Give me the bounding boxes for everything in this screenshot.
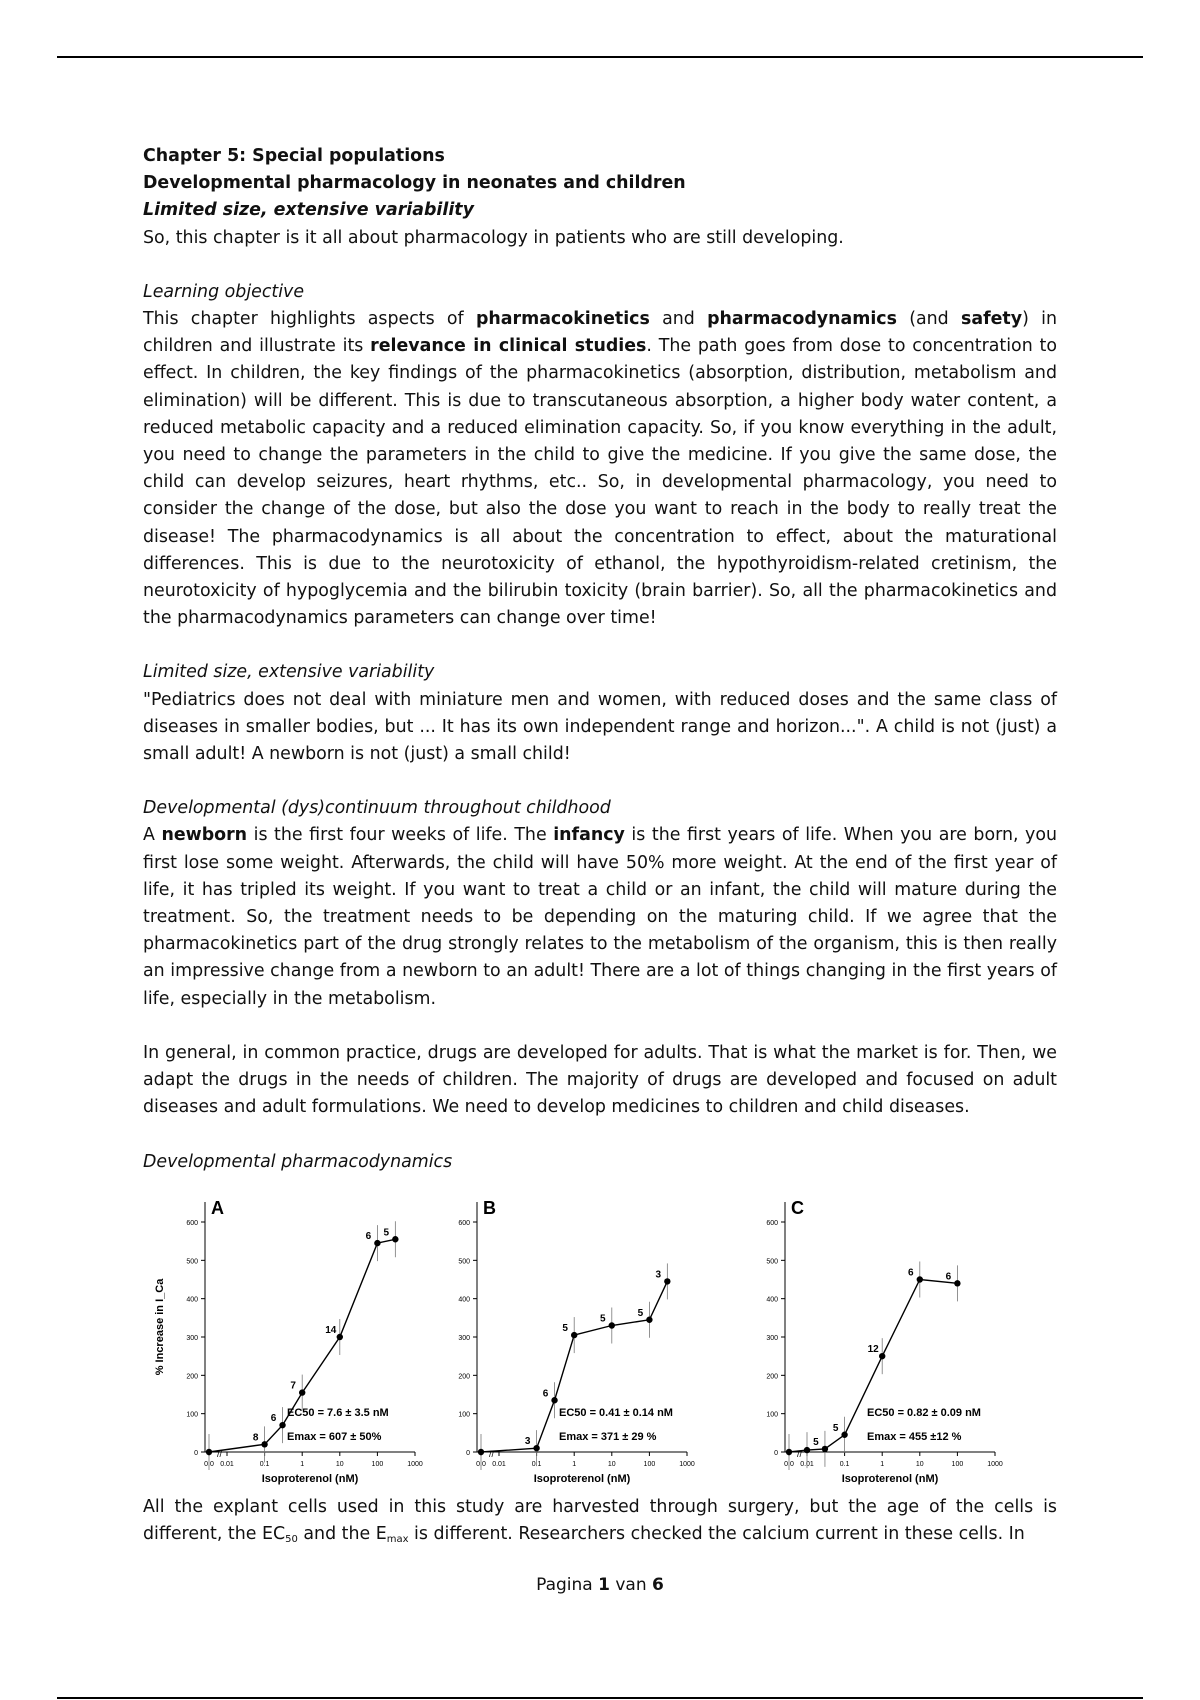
axis-break: //: [217, 1449, 223, 1459]
continuum-heading: Developmental (dys)continuum throughout childhood: [143, 798, 611, 819]
fit-curve-C: [789, 1280, 957, 1453]
y-tick-label: 100: [458, 1411, 470, 1419]
y-tick-label: 600: [458, 1220, 470, 1227]
y-tick-label: 200: [766, 1373, 778, 1381]
learning-objective-text: This chapter highlights aspects of pharmacokinetics and pharmacodynamics (and safety) in children and illustrate its relevance in clinical studies. The path goes from dose to concentration to effect. In children, the key findings of the pharmacokinetics (absorption, distribution, metabolism and elimination) will be different. This is due to transcutaneous absorption, a higher body water content, a reduced metabolic capacity and a reduced elimination capacity. So, if you know everything in the adult, you need to change the parameters in the child to give the medicine. If you give the same dose, the child can develop seizures, heart rhythms, etc.. So, in developmental pharmacology, you need to consider the change of the dose, but also the dose you want to reach in the body to really treat the disease! The pharmacodynamics is all about the concentration to effect, about the maturational differences. This is due to the neurotoxicity of ethanol, the hypothyroidism-related cretinism, the neurotoxicity of hypoglycemia and the bilirubin toxicity (brain barrier). So, all the pharmacokinetics and the pharmacodynamics parameters can change over time!: [143, 309, 1057, 629]
n-label: 6: [270, 1413, 277, 1425]
data-point: [879, 1353, 885, 1359]
x-tick-label: 10: [607, 1461, 616, 1468]
x-tick-label: 0.1: [839, 1461, 850, 1468]
y-tick-label: 0: [194, 1450, 198, 1457]
x-tick-label: 0.0: [476, 1461, 486, 1468]
data-point: [206, 1449, 212, 1455]
y-tick-label: 100: [186, 1411, 198, 1419]
panel-label-A: A: [211, 1198, 224, 1218]
y-tick-label: 300: [458, 1335, 470, 1342]
after-figure-content: [143, 1494, 1057, 1553]
data-point: [841, 1432, 847, 1438]
limited-size-text: "Pediatrics does not deal with miniature men and women, with reduced doses and the same class of diseases in smaller bodies, but ... It has its own independent range and horizon...". A child is not (just) a small adult! A newborn is not (just) a small child!: [143, 689, 1057, 765]
y-tick-label: 0: [774, 1450, 778, 1457]
x-axis-label: Isoproterenol (nM): [841, 1473, 939, 1485]
dose-response-svg: [143, 1178, 1057, 1498]
dose-response-figure: [143, 1178, 1057, 1498]
data-point: [337, 1334, 343, 1340]
x-tick-label: 1000: [987, 1461, 1003, 1468]
data-point: [917, 1276, 923, 1282]
n-label: 6: [908, 1267, 914, 1279]
n-label: 3: [524, 1436, 531, 1448]
y-tick-label: 400: [766, 1296, 778, 1304]
x-tick-label: 100: [951, 1461, 964, 1468]
x-tick-label: 10: [335, 1461, 344, 1468]
data-point: [299, 1389, 305, 1395]
data-point: [822, 1446, 828, 1452]
y-tick-label: 500: [186, 1258, 198, 1266]
learning-objective-heading: Learning objective: [143, 281, 305, 302]
x-tick-label: 100: [371, 1461, 384, 1468]
top-rule: [57, 56, 1143, 58]
n-label: 12: [867, 1344, 879, 1356]
x-tick-label: 0.0: [204, 1461, 214, 1468]
y-tick-label: 200: [186, 1373, 198, 1381]
pd-heading: Developmental pharmacodynamics: [143, 1151, 453, 1172]
section-title: Developmental pharmacology in neonates and children: [143, 173, 686, 194]
emax-annotation: Emax = 607 ± 50%: [287, 1431, 382, 1443]
x-tick-label: 0.1: [259, 1461, 270, 1468]
x-tick-label: 1000: [407, 1461, 423, 1468]
ec50-annotation: EC50 = 0.82 ± 0.09 nM: [867, 1407, 981, 1419]
panel-label-B: B: [483, 1198, 496, 1218]
fit-curve-A: [209, 1239, 395, 1452]
x-tick-label: 1: [300, 1461, 305, 1468]
data-point: [551, 1397, 557, 1403]
panel-label-C: C: [791, 1198, 804, 1218]
n-label: 5: [813, 1436, 819, 1448]
n-label: 5: [600, 1313, 606, 1325]
y-tick-label: 200: [458, 1373, 470, 1381]
x-tick-label: 1: [880, 1461, 885, 1468]
axis-break: //: [797, 1449, 803, 1459]
x-tick-label: 1000: [679, 1461, 695, 1468]
x-tick-label: 100: [643, 1461, 656, 1468]
y-tick-label: 100: [766, 1411, 778, 1419]
n-label: 7: [290, 1380, 296, 1392]
data-point: [786, 1449, 792, 1455]
limited-size-heading: Limited size, extensive variability: [143, 662, 435, 683]
page-footer: Pagina 1 van 6: [536, 1575, 664, 1595]
n-label: 3: [655, 1269, 662, 1281]
general-practice-text: In general, in common practice, drugs are developed for adults. That is what the market is for. Then, we adapt the drugs in the needs of children. The majority of drugs are developed and focused on adult diseases and adult formulations. We need to develop medicines to children and child diseases.: [143, 1042, 1057, 1118]
page-total: 6: [652, 1575, 664, 1595]
n-label: 5: [832, 1422, 839, 1434]
data-point: [533, 1445, 539, 1451]
x-tick-label: 0.01: [220, 1461, 234, 1468]
x-tick-label: 0.01: [492, 1461, 506, 1468]
y-tick-label: 300: [766, 1335, 778, 1342]
x-tick-label: 0.0: [784, 1461, 794, 1468]
n-label: 6: [945, 1271, 952, 1283]
intro-text: So, this chapter is it all about pharmacology in patients who are still developing.: [143, 227, 844, 248]
y-tick-label: 600: [766, 1220, 778, 1227]
y-tick-label: 500: [458, 1258, 470, 1266]
data-point: [374, 1240, 380, 1246]
n-label: 5: [562, 1323, 568, 1335]
y-tick-label: 300: [186, 1335, 198, 1342]
chapter-title: Chapter 5: Special populations: [143, 146, 445, 166]
subsection-title: Limited size, extensive variability: [143, 200, 474, 221]
after-figure-text: All the explant cells used in this study are harvested through surgery, but the age of the cells is different, the $EC_{50}$ and the $E_{max}$ is different. Researchers checked the calcium current in these cells. In: [143, 1497, 1057, 1546]
x-axis-label: Isoproterenol (nM): [533, 1473, 631, 1485]
data-point: [954, 1280, 960, 1286]
x-tick-label: 0.01: [800, 1461, 814, 1468]
data-point: [571, 1332, 577, 1338]
page-number: 1: [598, 1575, 610, 1595]
data-point: [478, 1449, 484, 1455]
n-label: 8: [252, 1432, 259, 1444]
data-point: [261, 1441, 267, 1447]
y-tick-label: 500: [766, 1258, 778, 1266]
data-point: [664, 1278, 670, 1284]
emax-annotation: Emax = 455 ±12 %: [867, 1431, 962, 1443]
data-point: [609, 1322, 615, 1328]
n-label: 5: [383, 1227, 390, 1239]
data-point: [279, 1422, 285, 1428]
page-content: [143, 143, 1057, 1176]
x-axis-label: Isoproterenol (nM): [261, 1473, 359, 1485]
x-tick-label: 0.1: [531, 1461, 542, 1468]
data-point: [392, 1236, 398, 1242]
y-axis-label: % Increase in I_Ca: [154, 1278, 166, 1376]
n-label: 6: [542, 1388, 549, 1400]
ec50-annotation: EC50 = 0.41 ± 0.14 nM: [559, 1407, 673, 1419]
axis-break: //: [489, 1449, 495, 1459]
y-tick-label: 600: [186, 1220, 198, 1227]
x-tick-label: 1: [572, 1461, 577, 1468]
y-tick-label: 0: [466, 1450, 470, 1457]
data-point: [646, 1317, 652, 1323]
emax-annotation: Emax = 371 ± 29 %: [559, 1431, 657, 1443]
ec50-annotation: EC50 = 7.6 ± 3.5 nM: [287, 1407, 389, 1419]
continuum-text: A newborn is the first four weeks of life. The infancy is the first years of life. When you are born, you first lose some weight. Afterwards, the child will have 50% more weight. At the end of the first year of life, it has tripled its weight. If you want to treat a child or an infant, the child will mature during the treatment. So, the treatment needs to be depending on the maturing child. If we agree that the pharmacokinetics part of the drug strongly relates to the metabolism of the organism, this is then really an impressive change from a newborn to an adult! There are a lot of things changing in the first years of life, especially in the metabolism.: [143, 825, 1057, 1009]
n-label: 5: [637, 1307, 644, 1319]
data-point: [804, 1447, 810, 1453]
n-label: 6: [365, 1231, 372, 1243]
x-tick-label: 10: [915, 1461, 924, 1468]
n-label: 14: [325, 1325, 337, 1336]
y-tick-label: 400: [458, 1296, 470, 1304]
bottom-rule: [57, 1697, 1143, 1699]
y-tick-label: 400: [186, 1296, 198, 1304]
